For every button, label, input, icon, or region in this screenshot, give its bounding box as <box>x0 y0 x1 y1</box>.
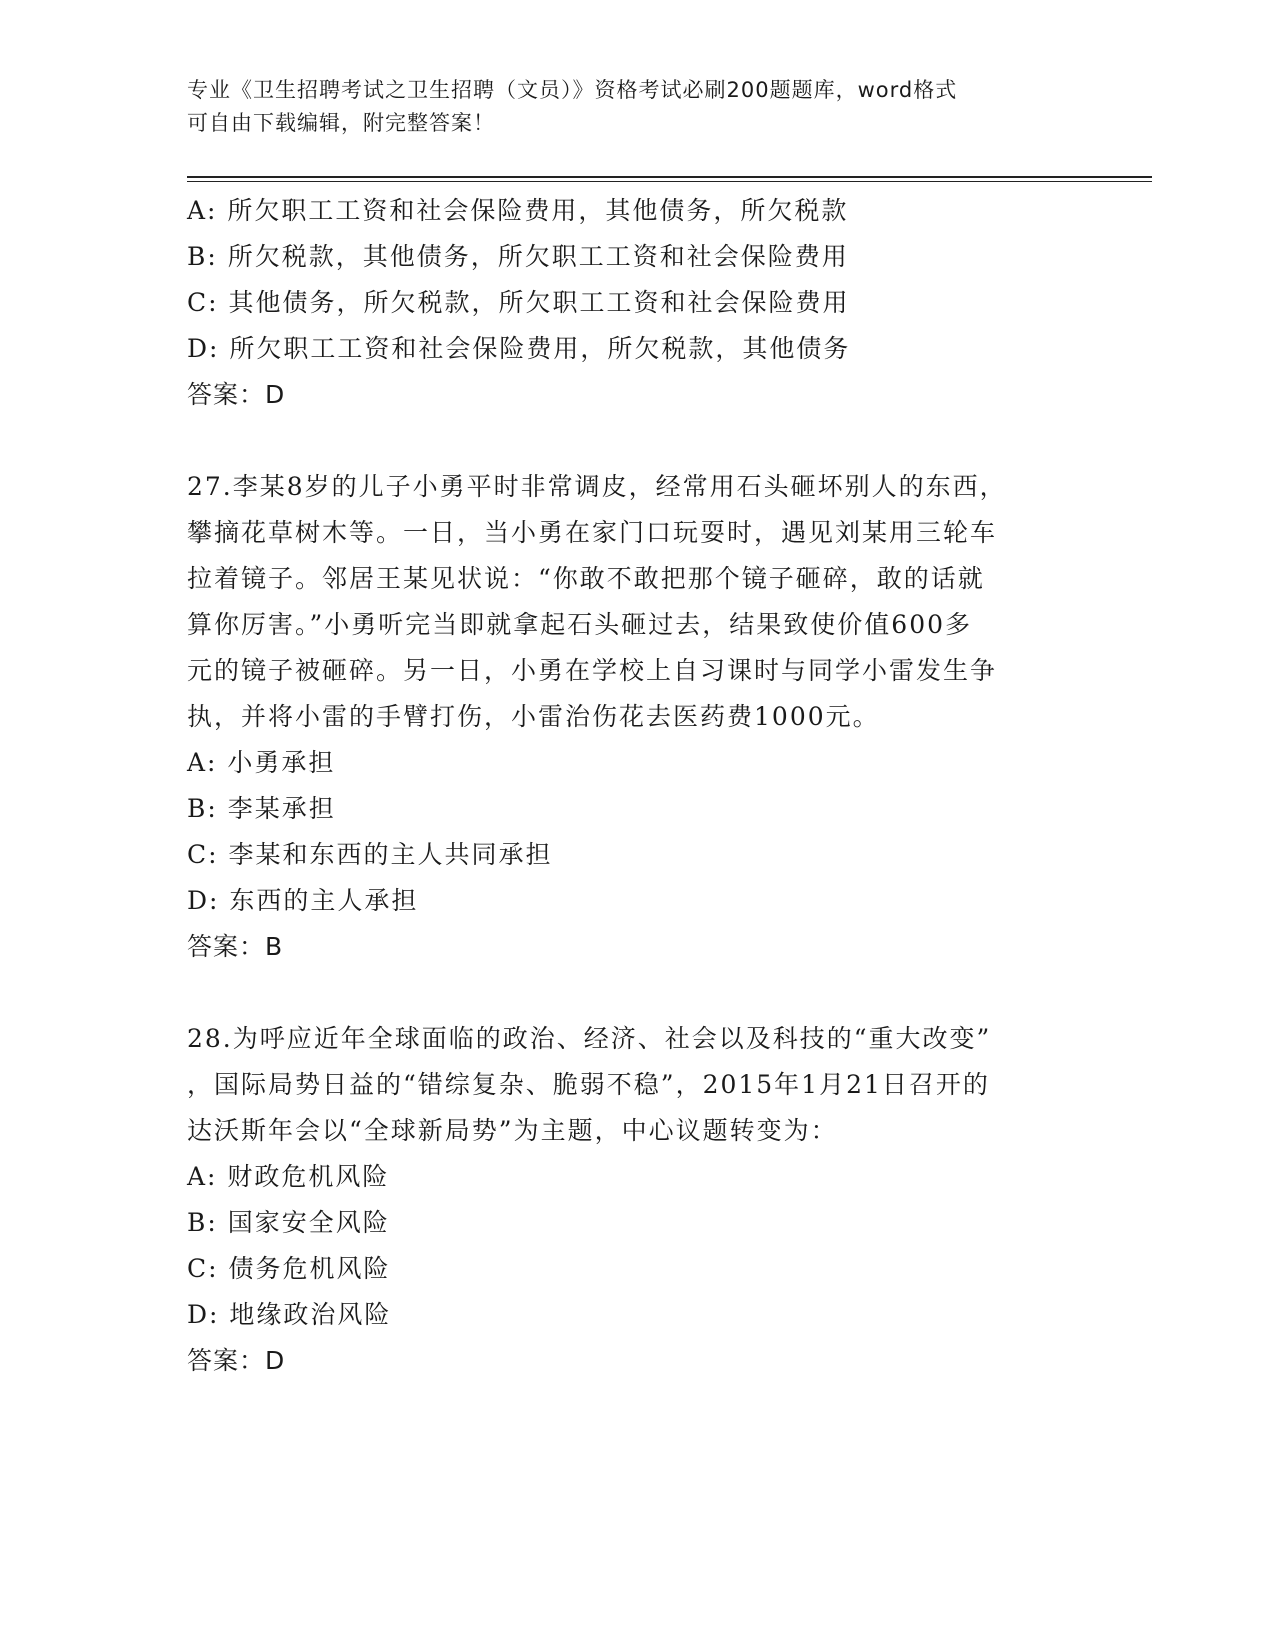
question-stem-line: ，国际局势日益的“错综复杂、脆弱不稳”，2015年1月21日召开的 <box>187 1070 990 1099</box>
question-stem-line: 达沃斯年会以“全球新局势”为主题，中心议题转变为： <box>187 1116 838 1145</box>
spacer <box>187 970 1087 1016</box>
answer: 答案：D <box>187 1346 286 1375</box>
option-c: C: 其他债务，所欠税款，所欠职工工资和社会保险费用 <box>187 288 850 317</box>
question-26 <box>187 188 1087 418</box>
option-b: B: 国家安全风险 <box>187 1208 390 1237</box>
question-stem-line: 28.为呼应近年全球面临的政治、经济、社会以及科技的“重大改变” <box>187 1024 992 1053</box>
question-stem-line: 攀摘花草树木等。一日，当小勇在家门口玩耍时，遇见刘某用三轮车 <box>187 518 998 547</box>
option-d: D: 地缘政治风险 <box>187 1300 392 1329</box>
question-list <box>187 188 1087 1384</box>
header-line-2: 可自由下载编辑，附完整答案！ <box>187 111 495 135</box>
spacer <box>187 418 1087 464</box>
option-b: B: 所欠税款，其他债务，所欠职工工资和社会保险费用 <box>187 242 849 271</box>
option-c: C: 债务危机风险 <box>187 1254 391 1283</box>
header-line-1: 专业《卫生招聘考试之卫生招聘（文员）》资格考试必刷200题题库，word格式 <box>187 78 958 102</box>
answer: 答案：D <box>187 380 286 409</box>
question-27 <box>187 464 1087 970</box>
header-divider <box>187 176 1152 182</box>
question-stem-line: 执，并将小雷的手臂打伤，小雷治伤花去医药费1000元。 <box>187 702 880 731</box>
option-d: D: 所欠职工工资和社会保险费用，所欠税款，其他债务 <box>187 334 851 363</box>
question-stem-line: 元的镜子被砸碎。另一日，小勇在学校上自习课时与同学小雷发生争 <box>187 656 998 685</box>
question-28 <box>187 1016 1087 1384</box>
option-b: B: 李某承担 <box>187 794 336 823</box>
option-a: A: 财政危机风险 <box>187 1162 390 1191</box>
option-a: A: 所欠职工工资和社会保险费用，其他债务，所欠税款 <box>187 196 849 225</box>
option-c: C: 李某和东西的主人共同承担 <box>187 840 553 869</box>
question-stem-line: 27.李某8岁的儿子小勇平时非常调皮，经常用石头砸坏别人的东西， <box>187 472 1007 501</box>
document-header <box>187 74 1067 140</box>
option-a: A: 小勇承担 <box>187 748 336 777</box>
option-d: D: 东西的主人承担 <box>187 886 419 915</box>
question-stem-line: 拉着镜子。邻居王某见状说：“你敢不敢把那个镜子砸碎，敢的话就 <box>187 564 985 593</box>
answer: 答案：B <box>187 932 284 961</box>
question-stem-line: 算你厉害。”小勇听完当即就拿起石头砸过去，结果致使价值600多 <box>187 610 973 639</box>
